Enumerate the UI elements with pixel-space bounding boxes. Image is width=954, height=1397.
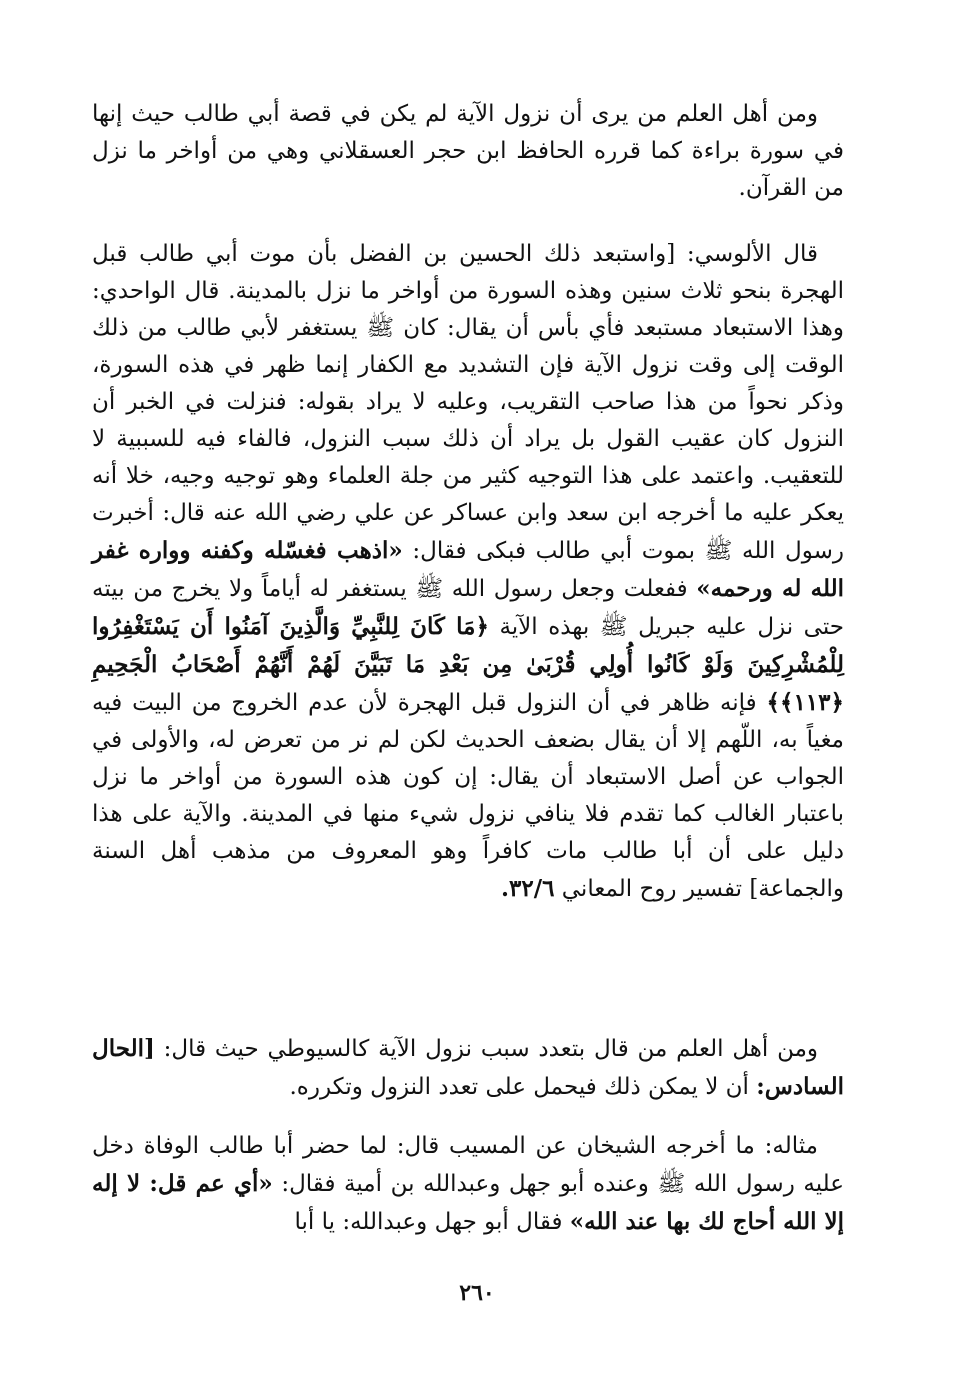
paragraph-4-rest: فقال أبو جهل وعبدالله: يا أبا bbox=[294, 1209, 563, 1235]
paragraph-1 bbox=[92, 96, 844, 207]
case-label: [الحال السادس: bbox=[92, 1035, 844, 1100]
paragraph-1-text: ومن أهل العلم من يرى أن نزول الآية لم يكن في قصة أبي طالب حيث إنها في سورة براءة كما قرره الحافظ ابن حجر العسقلاني وهي من أواخر ما نزل من القرآن. bbox=[92, 101, 844, 201]
hadith-quote: «اذهب فغسّله وكفنه وواره غفر الله له ورحمه» bbox=[92, 537, 845, 602]
paragraph-2 bbox=[92, 236, 844, 908]
paragraph-2-text: قال الألوسي: [واستبعد ذلك الحسين بن الفضل بأن موت أبي طالب قبل الهجرة بنحو ثلاث سنين وهذه السورة من أواخر ما نزل بالمدينة. قال الواحدي: وهذا الاستبعاد مستبعد فأي بأس أن يقال: كان ﷺ يستغفر لأبي طالب من ذلك الوقت إلى وقت نزول الآية فإن التشديد مع الكفار إنما ظهر في هذه السورة، وذكر نحواً من هذا صاحب التقريب، وعليه لا يراد بقوله: فنزلت في الخبر أن النزول كان عقيب القول بل يراد أن ذلك سبب النزول، فالفاء فيه للسببية لا للتعقيب. واعتمد على هذا التوجيه كثير من جلة العلماء وهو توجيه وجيه، خلا أنه يعكر عليه ما أخرجه ابن سعد وابن عساكر عن علي رضي الله عنه قال: أخبرت رسول الله ﷺ بموت أبي طالب فبكى فقال: bbox=[92, 241, 845, 564]
paragraph-3-rest: أن لا يمكن ذلك فيحمل على تعدد النزول وتكرره. bbox=[289, 1074, 749, 1100]
quran-verse: ﴿مَا كَانَ لِلنَّبِيِّ وَالَّذِينَ آمَنُوا أَن يَسْتَغْفِرُوا لِلْمُشْرِكِينَ وَلَوْ كَانُوا أُولِي قُرْبَىٰ مِن بَعْدِ مَا تَبَيَّنَ لَهُمْ أَنَّهُمْ أَصْحَابُ الْجَحِيمِ ﴿١١٣﴾﴾ bbox=[92, 613, 844, 716]
page-number: ٢٦٠ bbox=[459, 1280, 495, 1306]
paragraph-3 bbox=[92, 1030, 844, 1106]
hadith-quote-2: «أي عم قل: لا إله إلا الله أحاج لك بها عند الله» bbox=[92, 1170, 844, 1235]
paragraph-4-text: مثاله: ما أخرجه الشيخان عن المسيب قال: لما حضر أبا طالب الوفاة دخل عليه رسول الله ﷺ وعنده أبو جهل وعبدالله بن أمية فقال: bbox=[92, 1133, 845, 1197]
paragraph-4 bbox=[92, 1128, 844, 1241]
paragraph-2-continued: ففعلت وجعل رسول الله ﷺ يستغفر له أياماً ولا يخرج من بيته حتى نزل عليه جبريل ﷺ بهذه الآية bbox=[92, 576, 844, 640]
citation-reference: ٣٢/٦. bbox=[500, 875, 555, 902]
paragraph-3-text: ومن أهل العلم من قال بتعدد سبب نزول الآية كالسيوطي حيث قال: bbox=[163, 1036, 819, 1062]
paragraph-2-conclusion: فإنه ظاهر في أن النزول قبل الهجرة لأن عدم الخروج من البيت فيه مغياً به، اللّهم إلا أن يقال بضعف الحديث لكن لم نر من تعرض له، والأولى في الجواب عن أصل الاستبعاد أن يقال: إن كون هذه السورة من أواخر ما نزل باعتبار الغالب كما تقدم فلا ينافي نزول شيء منها في المدينة. والآية على هذا دليل على أن أبا طالب مات كافراً وهو المعروف من مذهب أهل السنة والجماعة] تفسير روح المعاني bbox=[92, 690, 844, 902]
